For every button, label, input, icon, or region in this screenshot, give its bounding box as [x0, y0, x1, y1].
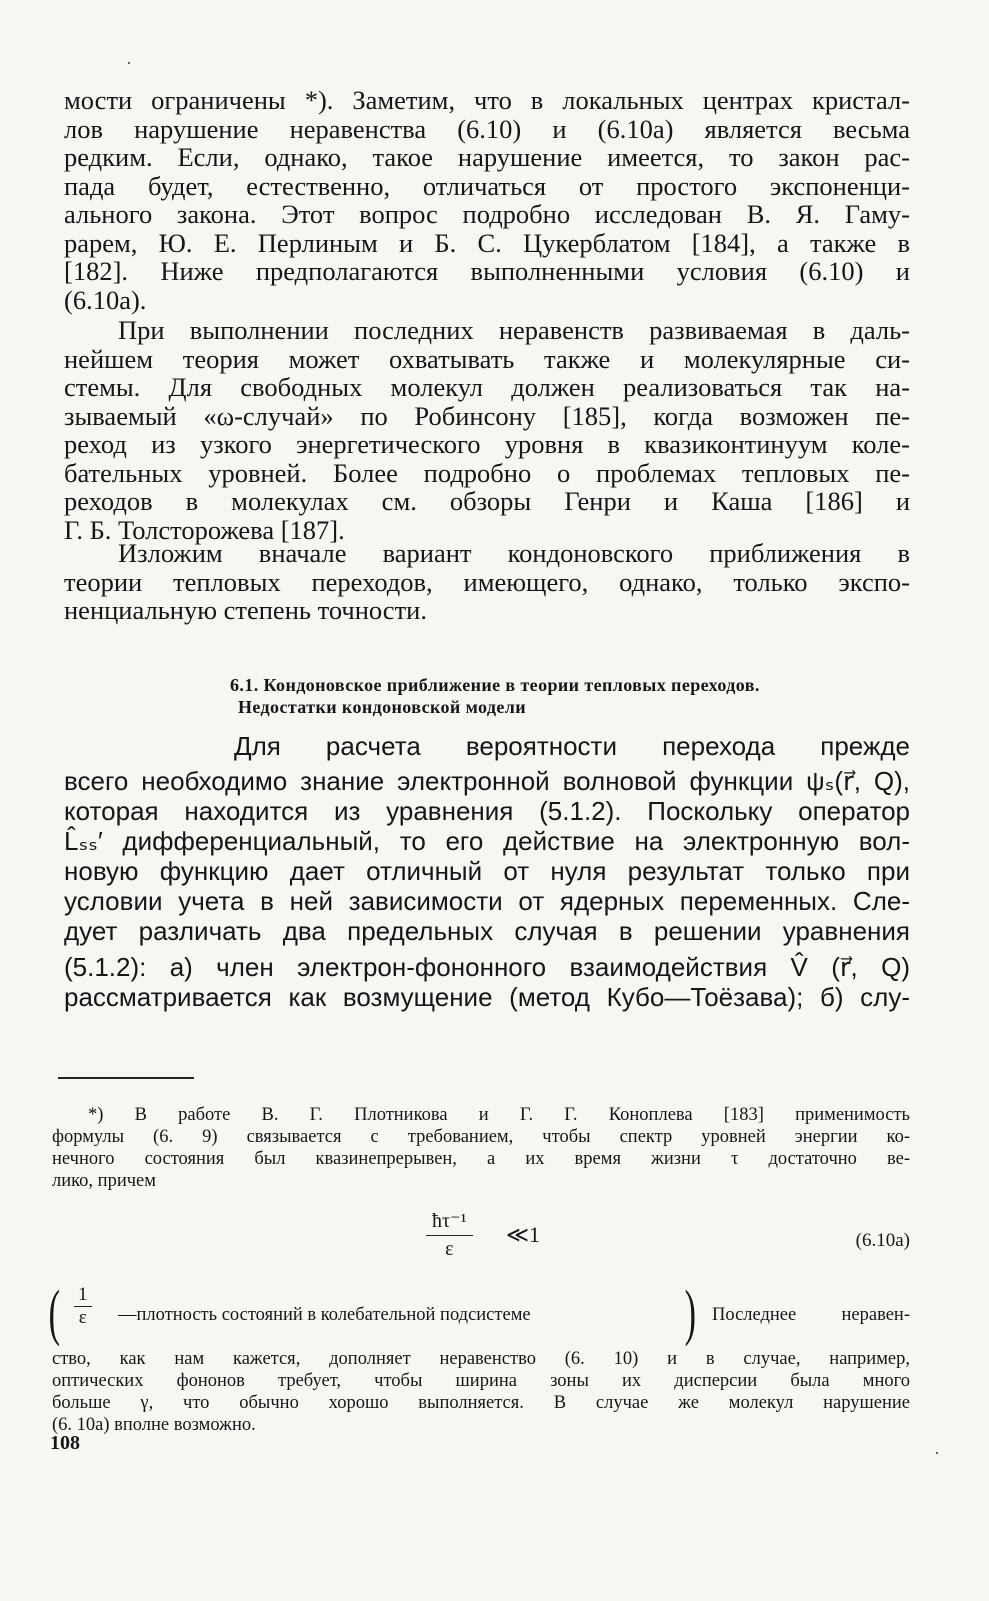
footnote-density-line: [48, 1279, 910, 1347]
text-line: мости ограничены *). Заметим, что в локальных центрах кристал-: [64, 85, 910, 115]
left-paren: (: [48, 1279, 61, 1347]
footnote-line: (6. 10а) вполне возможно.: [52, 1415, 256, 1435]
page-number: 108: [50, 1432, 80, 1454]
formula-fraction: [426, 1208, 473, 1261]
text-line: рассматривается как возмущение (метод Кубо—Тоёзава); б) слу-: [64, 982, 910, 1012]
section-title-line-1: 6.1. Кондоновское приближение в теории тепловых переходов.: [230, 675, 760, 695]
formula-numerator: ħτ⁻¹: [426, 1208, 473, 1236]
text-line: зываемый «ω-случай» по Робинсону [185], когда возможен пе-: [64, 400, 910, 431]
footnote-line: больше γ, что обычно хорошо выполняется. В случае же молекул нарушение: [52, 1393, 910, 1413]
text-line: Изложим вначале вариант кондоновского приближения в: [118, 538, 910, 568]
footnote-divider: [58, 1077, 194, 1079]
formula-denominator: ε: [445, 1238, 454, 1260]
text-line: теории тепловых переходов, имеющего, однако, только экспо-: [64, 566, 910, 597]
text-line: ненциальную степень точности.: [64, 595, 427, 625]
paragraph-3: [64, 539, 910, 625]
text-line: новую функцию дает отличный от нуля результат только при: [64, 856, 910, 886]
right-paren: ): [684, 1279, 697, 1347]
footnote-line: формулы (6. 9) связывается с требованием, чтобы спектр уровней энергии ко-: [52, 1127, 910, 1147]
text-line: бательных уровней. Более подробно о проблемах тепловых пе-: [64, 457, 910, 488]
text-line: которая находится из уравнения (5.1.2). Поскольку оператор: [64, 796, 910, 826]
footnote-line: *) В работе В. Г. Плотникова и Г. Г. Коноплева [183] применимость: [88, 1105, 910, 1125]
paragraph-2: [64, 316, 910, 544]
text-line: условии учета в ней зависимости от ядерных переменных. Сле-: [64, 886, 910, 916]
text-line: реход из узкого энергетического уровня в квазиконтинуум коле-: [64, 429, 910, 459]
footnote-line: лико, причем: [52, 1171, 156, 1191]
text-line: рарем, Ю. Е. Перлиным и Б. С. Цукерблатом [184], а также в: [64, 227, 910, 258]
footnote-formula: [420, 1208, 910, 1278]
text-line: Для расчета вероятности перехода прежде: [234, 731, 910, 761]
footnote-line: ство, как нам кажется, дополняет неравенство (6. 10) и в случае, например,: [52, 1349, 910, 1369]
footnote-line: оптических фононов требует, чтобы ширина зоны их дисперсии была много: [52, 1371, 910, 1391]
text-line: (5.1.2): а) член электрон-фононного взаимодействия V̂ (r⃗, Q): [64, 952, 910, 982]
text-line: нейшем теория может охватывать также и молекулярные си-: [64, 343, 910, 374]
formula-relation: ≪1: [506, 1222, 541, 1247]
density-text: —плотность состояний в колебательной подсистеме: [118, 1305, 531, 1325]
footnote: [52, 1104, 910, 1192]
footnote-tail: [52, 1348, 910, 1436]
text-line: дует различать два предельных случая в решении уравнения: [64, 916, 910, 946]
text-line: пада будет, естественно, отличаться от простого экспоненци-: [64, 170, 910, 201]
density-numerator: 1: [74, 1284, 92, 1307]
section-paragraph: [64, 732, 910, 1012]
text-line: реходов в молекулах см. обзоры Генри и Каша [186] и: [64, 486, 910, 516]
text-line: ального закона. Этот вопрос подробно исследован В. Я. Гаму-: [64, 199, 910, 229]
text-line: (6.10а).: [64, 284, 147, 315]
scan-speck: [128, 62, 130, 64]
section-heading: [230, 674, 920, 718]
text-line: Г. Б. Толсторожева [187].: [64, 514, 345, 545]
footnote-line: нечного состояния был квазинепрерывен, а их время жизни τ достаточно ве-: [52, 1149, 910, 1169]
density-denominator: ε: [78, 1307, 87, 1328]
text-line: При выполнении последних неравенств развиваемая в даль-: [118, 315, 910, 345]
text-line: стемы. Для свободных молекул должен реализоваться так на-: [64, 372, 910, 402]
text-line: редким. Если, однако, такое нарушение имеется, то закон рас-: [64, 142, 910, 172]
paragraph-1: [64, 86, 910, 314]
text-line: [182]. Ниже предполагаются выполненными условия (6.10) и: [64, 256, 910, 286]
density-after: Последнее неравен-: [712, 1305, 910, 1325]
text-line: всего необходимо знание электронной волновой функции ψₛ(r⃗, Q),: [64, 766, 910, 796]
text-line: L̂ₛₛ′ дифференциальный, то его действие на электронную вол-: [64, 826, 910, 856]
section-title-line-2: Недостатки кондоновской модели: [238, 697, 527, 717]
text-line: лов нарушение неравенства (6.10) и (6.10а) является весьма: [64, 113, 910, 144]
density-fraction: [74, 1284, 92, 1329]
scan-speck: [936, 1452, 938, 1454]
equation-number: (6.10а): [855, 1230, 910, 1251]
